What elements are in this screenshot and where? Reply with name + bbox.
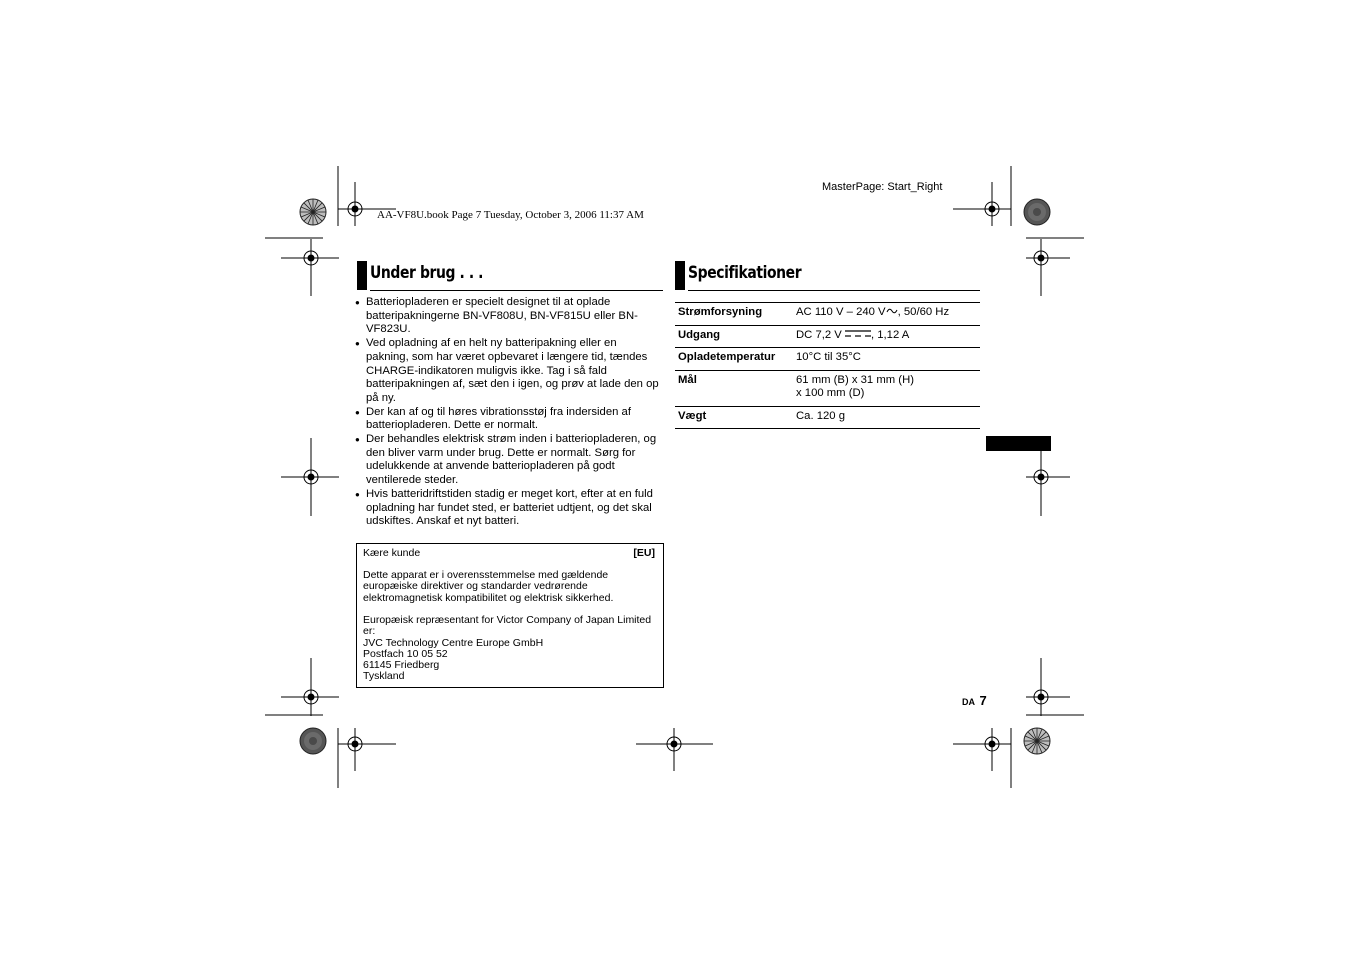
spec-label: Mål — [675, 370, 793, 406]
list-item: ● Der behandles elektrisk strøm inden i batteriopladeren, og den bliver varm under brug. Dette er normalt. Sørg for udelukkende at anvende batteriopladeren på godt ventilerede steder. — [355, 433, 661, 488]
eu-notice-header — [363, 548, 655, 559]
eu-representative-block — [363, 615, 653, 683]
page-number-value: 7 — [979, 693, 987, 708]
spec-value: Ca. 120 g — [793, 406, 980, 429]
table-row — [675, 348, 980, 371]
dc-symbol-icon — [845, 329, 871, 339]
spec-value: AC 110 V – 240 V , 50/60 Hz — [793, 303, 980, 326]
table-row — [675, 325, 980, 348]
masterpage-label: MasterPage: Start_Right — [822, 181, 943, 193]
list-item: ● Hvis batteridriftstiden stadig er meget kort, efter at en fuld opladning har fundet sted, er batteriet udtjent, og det skal udskiftes. Anskaf et nyt batteri. — [355, 488, 661, 529]
heading-bar-right — [675, 261, 685, 290]
page-language: DA — [962, 697, 975, 707]
spec-label: Opladetemperatur — [675, 348, 793, 371]
spec-value: DC 7,2 V , 1,12 A — [793, 325, 980, 348]
spec-value: 61 mm (B) x 31 mm (H) x 100 mm (D) — [793, 370, 980, 406]
heading-rule-right — [688, 290, 980, 291]
section-title-specifikationer: Specifikationer — [688, 263, 802, 283]
heading-bar-left — [357, 261, 367, 290]
list-item: ● Der kan af og til høres vibrationsstøj fra indersiden af batteriopladeren. Dette er normalt. — [355, 406, 661, 433]
table-row — [675, 370, 980, 406]
page-number — [962, 692, 987, 710]
address-line: Tyskland — [363, 670, 405, 683]
section-title-under-brug: Under brug . . . — [370, 263, 484, 283]
list-item: ● Batteriopladeren er specielt designet til at oplade batteripakningerne BN-VF808U, BN-VF815U eller BN-VF823U. — [355, 296, 661, 337]
spec-label: Strømforsyning — [675, 303, 793, 326]
spec-value: 10°C til 35°C — [793, 348, 980, 371]
eu-tag: [EU] — [633, 547, 655, 559]
address-line: JVC Technology Centre Europe GmbH — [363, 636, 544, 649]
eu-greeting: Kære kunde — [363, 547, 421, 559]
spec-table — [675, 302, 980, 429]
table-row — [675, 406, 980, 429]
address-line: 61145 Friedberg — [363, 659, 440, 672]
language-thumb-tab — [986, 436, 1051, 451]
book-info-line: AA-VF8U.book Page 7 Tuesday, October 3, 2006 11:37 AM — [377, 209, 644, 221]
spec-label: Udgang — [675, 325, 793, 348]
eu-representative-text: Europæisk repræsentant for Victor Company of Japan Limited er: — [363, 614, 652, 638]
table-row — [675, 303, 980, 326]
address-line: Postfach 10 05 52 — [363, 647, 448, 660]
eu-notice-box — [356, 543, 664, 688]
list-item: ● Ved opladning af en helt ny batteripakning eller en pakning, som har været opbevaret i længere tid, tændes CHARGE-indikatoren muligvis ikke. Tag i så fald batteripakningen af, sæt den i igen, og prøv at lade den op på ny. — [355, 337, 661, 406]
eu-compliance-text: Dette apparat er i overensstemmelse med gældende europæiske direktiver og standarder vedrørende elektromagnetisk kompatibilitet og elektrisk sikkerhed. — [363, 569, 614, 604]
heading-rule-left — [370, 290, 663, 291]
spec-label: Vægt — [675, 406, 793, 429]
ac-symbol-icon — [886, 306, 898, 316]
usage-bullet-list — [355, 296, 661, 529]
